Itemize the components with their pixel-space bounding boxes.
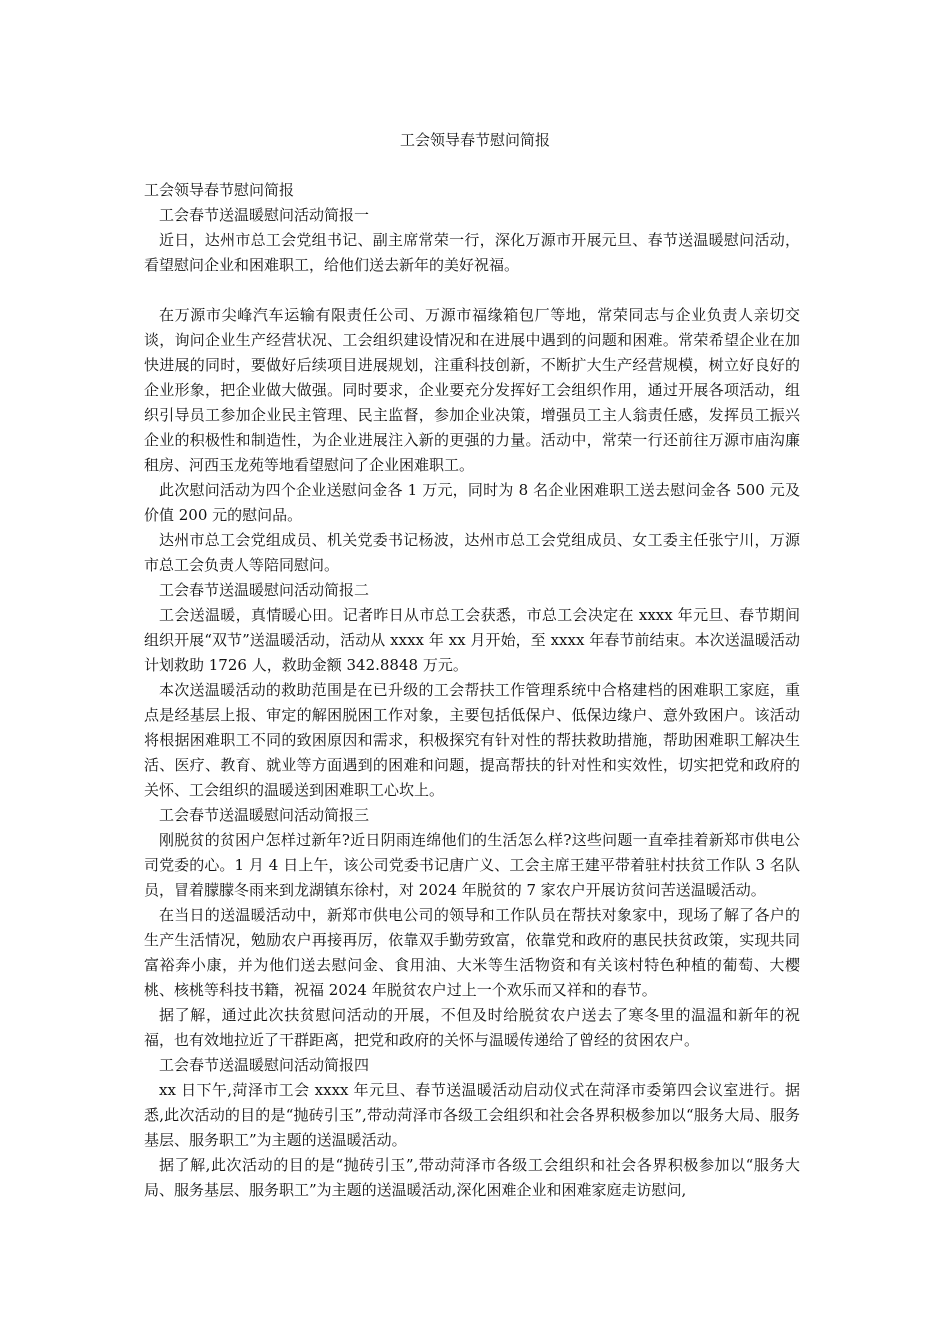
blank-line	[144, 278, 800, 303]
paragraph: 达州市总工会党组成员、机关党委书记杨波，达州市总工会党组成员、女工委主任张宁川，万源市总工会负责人等陪同慰问。	[144, 531, 800, 574]
paragraph: 在万源市尖峰汽车运输有限责任公司、万源市福缘箱包厂等地，常荣同志与企业负责人亲切交谈，询问企业生产经营状况、工会组织建设情况和在进展中遇到的问题和困难。常荣希望企业在加快进展的同时，要做好后续项目进展规划，注重科技创新，不断扩大生产经营规模，树立好良好的企业形象，把企业做大做强。同时要求，企业要充分发挥好工会组织作用，通过开展各项活动，组织引导员工参加企业民主管理、民主监督，参加企业决策，增强员工主人翁责任感，发挥员工振兴企业的积极性和制造性，为企业进展注入新的更强的力量。活动中，常荣一行还前往万源市庙沟廉租房、河西玉龙苑等地看望慰问了企业困难职工。	[144, 306, 800, 474]
paragraph: 本次送温暖活动的救助范围是在已升级的工会帮扶工作管理系统中合格建档的困难职工家庭，重点是经基层上报、审定的解困脱困工作对象，主要包括低保户、低保边缘户、意外致困户。该活动将根据困难职工不同的致困原因和需求，积极探究有针对性的帮扶救助措施，帮助困难职工解决生活、医疗、教育、就业等方面遇到的困难和问题，提高帮扶的针对性和实效性，切实把党和政府的关怀、工会组织的温暖送到困难职工心坎上。	[144, 681, 800, 799]
paragraph: 近日，达州市总工会党组书记、副主席常荣一行，深化万源市开展元旦、春节送温暖慰问活动，看望慰问企业和困难职工，给他们送去新年的美好祝福。	[144, 231, 800, 274]
section-heading-3: 工会春节送温暖慰问活动简报三	[159, 806, 370, 824]
paragraph: xx 日下午,菏泽市工会 xxxx 年元旦、春节送温暖活动启动仪式在菏泽市委第四会议室进行。据悉,此次活动的目的是“抛砖引玉”,带动菏泽市各级工会组织和社会各界积极参加以“服务大局、服务基层、服务职工”为主题的送温暖活动。	[144, 1081, 800, 1149]
section-heading-2: 工会春节送温暖慰问活动简报二	[159, 581, 370, 599]
paragraph: 据了解，通过此次扶贫慰问活动的开展，不但及时给脱贫农户送去了寒冬里的温温和新年的祝福，也有效地拉近了干群距离，把党和政府的关怀与温暖传递给了曾经的贫困农户。	[144, 1006, 800, 1049]
paragraph: 此次慰问活动为四个企业送慰问金各 1 万元，同时为 8 名企业困难职工送去慰问金各 500 元及价值 200 元的慰问品。	[144, 481, 800, 524]
section-heading-1: 工会春节送温暖慰问活动简报一	[159, 206, 370, 224]
paragraph: 据了解,此次活动的目的是“抛砖引玉”,带动菏泽市各级工会组织和社会各界积极参加以“服务大局、服务基层、服务职工”为主题的送温暖活动,深化困难企业和困难家庭走访慰问,	[144, 1156, 800, 1199]
paragraph: 在当日的送温暖活动中，新郑市供电公司的领导和工作队员在帮扶对象家中，现场了解了各户的生产生活情况，勉励农户再接再厉，依靠双手勤劳致富，依靠党和政府的惠民扶贫政策，实现共同富裕奔小康，并为他们送去慰问金、食用油、大米等生活物资和有关该村特色种植的葡萄、大樱桃、核桃等科技书籍，祝福 2024 年脱贫农户过上一个欢乐而又祥和的春节。	[144, 906, 800, 999]
page-title: 工会领导春节慰问简报	[399, 131, 550, 149]
body-heading: 工会领导春节慰问简报	[144, 181, 295, 199]
paragraph: 工会送温暖，真情暖心田。记者昨日从市总工会获悉，市总工会决定在 xxxx 年元旦、春节期间组织开展“双节”送温暖活动，活动从 xxxx 年 xx 月开始，至 xxxx 年春节前结束。本次送温暖活动计划救助 1726 人，救助金额 342.8848 万元。	[144, 606, 800, 674]
paragraph: 刚脱贫的贫困户怎样过新年?近日阴雨连绵他们的生活怎么样?这些问题一直牵挂着新郑市供电公司党委的心。1 月 4 日上午，该公司党委书记唐广义、工会主席王建平带着驻村扶贫工作队 3 名队员，冒着朦朦冬雨来到龙湖镇东徐村，对 2024 年脱贫的 7 家农户开展访贫问苦送温暖活动。	[144, 831, 800, 899]
section-heading-4: 工会春节送温暖慰问活动简报四	[159, 1056, 370, 1074]
document-body	[144, 178, 800, 1203]
